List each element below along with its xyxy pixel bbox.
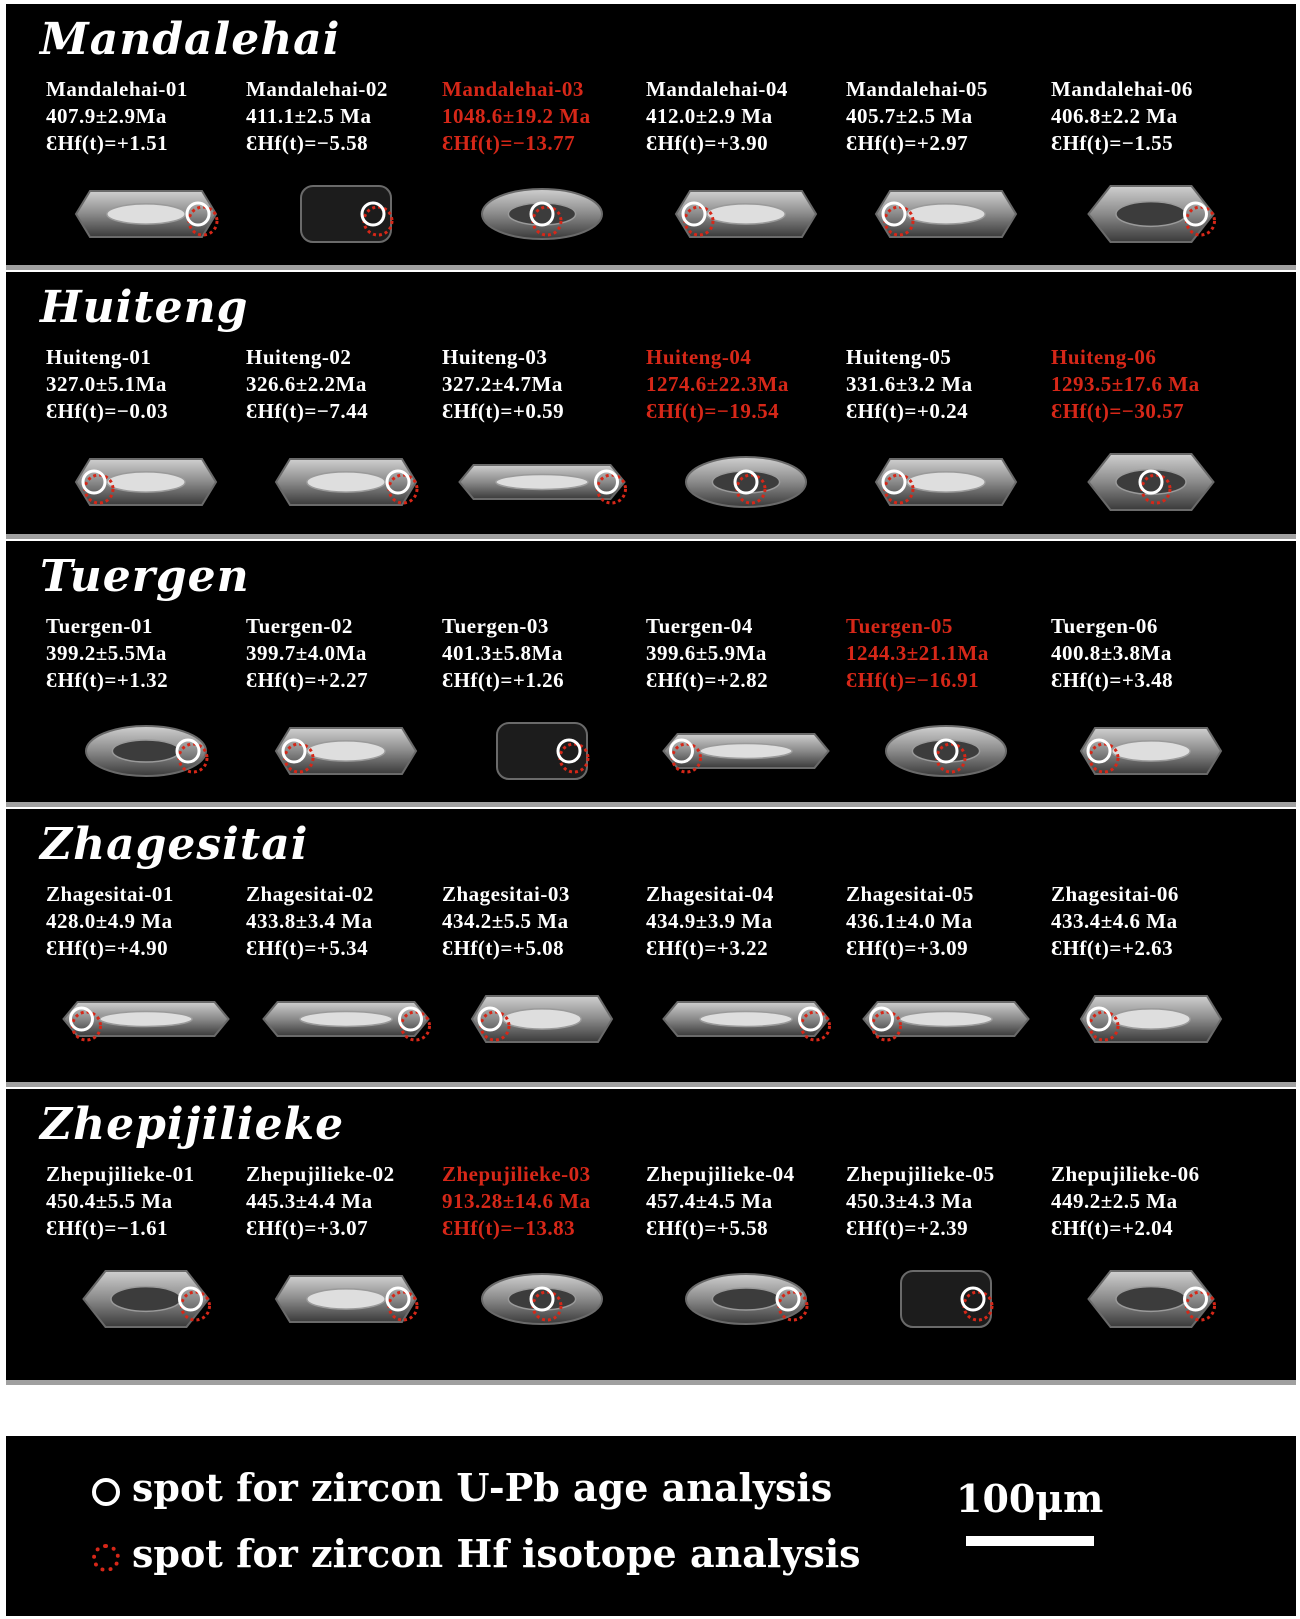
legend-hf-label: spot for zircon Hf isotope analysis <box>132 1531 861 1576</box>
zircon-grain <box>246 974 451 1064</box>
sample-ehf: ƐHf(t)=+3.48 <box>1051 668 1174 692</box>
sample-age: 327.0±5.1Ma <box>46 372 167 396</box>
zircon-core-zone <box>496 475 588 490</box>
sample-id: Zhagesitai-01 <box>46 882 174 906</box>
zircon-grain <box>246 437 451 527</box>
zircon-grain-image <box>246 706 446 796</box>
sample-card <box>246 613 451 796</box>
zircon-grain <box>46 974 251 1064</box>
zircon-grain-image <box>442 974 642 1064</box>
sample-card <box>646 881 851 1064</box>
zircon-core-zone <box>112 740 179 762</box>
site-panel <box>6 1089 1296 1385</box>
sample-card <box>846 76 1051 259</box>
sample-ehf: ƐHf(t)=+2.27 <box>246 668 369 692</box>
sample-card <box>246 76 451 259</box>
sample-card <box>46 1161 251 1344</box>
sample-card <box>646 613 851 796</box>
sample-ehf: ƐHf(t)=+2.82 <box>646 668 769 692</box>
sample-id: Zhepujilieke-02 <box>246 1162 395 1186</box>
zircon-grain <box>442 1254 647 1344</box>
sample-card <box>442 76 647 259</box>
sample-age: 1293.5±17.6 Ma <box>1051 372 1200 396</box>
sample-age: 457.4±4.5 Ma <box>646 1189 773 1213</box>
zircon-grain <box>46 706 251 796</box>
zircon-grain <box>646 169 851 259</box>
sample-ehf: ƐHf(t)=+2.39 <box>846 1216 969 1240</box>
sample-age: 445.3±4.4 Ma <box>246 1189 373 1213</box>
legend-hf-entry <box>92 1532 861 1576</box>
zircon-grain-image <box>846 706 1046 796</box>
sample-card <box>646 344 851 527</box>
sample-ehf: ƐHf(t)=+3.90 <box>646 131 769 155</box>
sample-id: Zhepujilieke-05 <box>846 1162 995 1186</box>
sample-card <box>442 881 647 1064</box>
sample-id: Huiteng-05 <box>846 345 952 369</box>
zircon-grain-image <box>442 1254 642 1344</box>
zircon-grain <box>1051 1254 1256 1344</box>
sample-card <box>646 76 851 259</box>
sample-ehf: ƐHf(t)=+5.34 <box>246 936 369 960</box>
sample-age: 399.2±5.5Ma <box>46 641 167 665</box>
sample-card <box>46 613 251 796</box>
sample-age: 411.1±2.5 Ma <box>246 104 372 128</box>
sample-ehf: ƐHf(t)=−13.83 <box>442 1216 576 1240</box>
sample-ehf: ƐHf(t)=+1.51 <box>46 131 169 155</box>
sample-id: Zhepujilieke-04 <box>646 1162 795 1186</box>
zircon-grain <box>646 974 851 1064</box>
zircon-grain <box>46 437 251 527</box>
zircon-core-zone <box>900 1012 992 1027</box>
zircon-grain-image <box>846 1254 1046 1344</box>
sample-card <box>442 344 647 527</box>
sample-age: 331.6±3.2 Ma <box>846 372 973 396</box>
zircon-grain-image <box>646 1254 846 1344</box>
sample-id: Tuergen-04 <box>646 614 753 638</box>
zircon-core-zone <box>508 1288 575 1310</box>
zircon-grain-image <box>846 437 1046 527</box>
sample-id: Tuergen-06 <box>1051 614 1158 638</box>
zircon-grain <box>1051 974 1256 1064</box>
sample-ehf: ƐHf(t)=−13.77 <box>442 131 576 155</box>
zircon-core-zone <box>508 203 575 225</box>
zircon-grain-image <box>246 974 446 1064</box>
sample-card <box>846 344 1051 527</box>
sample-id: Zhepujilieke-03 <box>442 1162 591 1186</box>
sample-card <box>1051 344 1256 527</box>
sample-card <box>646 1161 851 1344</box>
zircon-grain <box>442 169 647 259</box>
sample-ehf: ƐHf(t)=+3.22 <box>646 936 769 960</box>
zircon-grain <box>1051 437 1256 527</box>
zircon-grain <box>846 437 1051 527</box>
sample-ehf: ƐHf(t)=+4.90 <box>46 936 169 960</box>
sample-age: 407.9±2.9Ma <box>46 104 167 128</box>
zircon-core-zone <box>1112 1009 1190 1029</box>
sample-age: 412.0±2.9 Ma <box>646 104 773 128</box>
sample-age: 433.8±3.4 Ma <box>246 909 373 933</box>
zircon-core-zone <box>712 1288 779 1310</box>
sample-ehf: ƐHf(t)=+5.58 <box>646 1216 769 1240</box>
zircon-core-zone <box>700 744 792 759</box>
sample-age: 434.2±5.5 Ma <box>442 909 569 933</box>
legend-panel <box>6 1436 1296 1616</box>
sample-id: Huiteng-04 <box>646 345 752 369</box>
sample-age: 449.2±2.5 Ma <box>1051 1189 1178 1213</box>
zircon-core-zone <box>1112 741 1190 761</box>
zircon-core-zone <box>307 741 385 761</box>
zircon-core-zone <box>712 471 779 493</box>
zircon-grain-outline <box>301 186 391 242</box>
site-title: Huiteng <box>40 282 249 333</box>
zircon-grain <box>646 706 851 796</box>
zircon-core-zone <box>107 204 185 224</box>
sample-age: 450.3±4.3 Ma <box>846 1189 973 1213</box>
sample-ehf: ƐHf(t)=−19.54 <box>646 399 780 423</box>
zircon-grain <box>442 437 647 527</box>
zircon-grain-image <box>1051 974 1251 1064</box>
zircon-grain-image <box>46 1254 246 1344</box>
sample-id: Mandalehai-01 <box>46 77 188 101</box>
zircon-core-zone <box>307 472 385 492</box>
sample-id: Mandalehai-04 <box>646 77 788 101</box>
zircon-grain <box>1051 169 1256 259</box>
sample-card <box>442 613 647 796</box>
zircon-grain-image <box>1051 437 1251 527</box>
zircon-grain <box>46 1254 251 1344</box>
zircon-grain-image <box>46 974 246 1064</box>
zircon-grain-image <box>442 169 642 259</box>
site-panel <box>6 272 1296 539</box>
sample-ehf: ƐHf(t)=+3.07 <box>246 1216 369 1240</box>
sample-ehf: ƐHf(t)=−5.58 <box>246 131 369 155</box>
zircon-core-zone <box>107 472 185 492</box>
sample-age: 1274.6±22.3Ma <box>646 372 789 396</box>
sample-age: 428.0±4.9 Ma <box>46 909 173 933</box>
zircon-core-zone <box>707 204 785 224</box>
sample-age: 405.7±2.5 Ma <box>846 104 973 128</box>
zircon-core-zone <box>1116 470 1186 495</box>
sample-ehf: ƐHf(t)=−1.55 <box>1051 131 1174 155</box>
zircon-core-zone <box>1116 1287 1186 1312</box>
sample-card <box>246 881 451 1064</box>
zircon-grain-image <box>246 169 446 259</box>
sample-id: Tuergen-01 <box>46 614 153 638</box>
sample-card <box>1051 1161 1256 1344</box>
zircon-grain-outline <box>901 1271 991 1327</box>
zircon-grain <box>46 169 251 259</box>
site-title: Tuergen <box>40 551 250 602</box>
zircon-grain-image <box>46 706 246 796</box>
zircon-grain-image <box>442 437 642 527</box>
zircon-grain-image <box>646 169 846 259</box>
sample-ehf: ƐHf(t)=+0.59 <box>442 399 565 423</box>
zircon-grain-image <box>846 974 1046 1064</box>
zircon-core-zone <box>300 1012 392 1027</box>
scale-bar <box>966 1536 1094 1546</box>
sample-age: 406.8±2.2 Ma <box>1051 104 1178 128</box>
zircon-grain-image <box>46 437 246 527</box>
zircon-grain-image <box>846 169 1046 259</box>
sample-card <box>1051 76 1256 259</box>
sample-card <box>46 76 251 259</box>
sample-id: Mandalehai-06 <box>1051 77 1193 101</box>
sample-ehf: ƐHf(t)=+1.32 <box>46 668 169 692</box>
zircon-grain <box>1051 706 1256 796</box>
legend-age-label: spot for zircon U-Pb age analysis <box>132 1465 833 1510</box>
sample-id: Zhagesitai-03 <box>442 882 570 906</box>
site-title: Zhagesitai <box>40 819 309 870</box>
sample-id: Tuergen-02 <box>246 614 353 638</box>
site-panel <box>6 4 1296 270</box>
sample-ehf: ƐHf(t)=+2.97 <box>846 131 969 155</box>
sample-age: 400.8±3.8Ma <box>1051 641 1172 665</box>
site-panel <box>6 809 1296 1087</box>
zircon-core-zone <box>111 1287 181 1312</box>
zircon-core-zone <box>700 1012 792 1027</box>
zircon-grain-image <box>442 706 642 796</box>
sample-card <box>442 1161 647 1344</box>
zircon-core-zone <box>907 472 985 492</box>
zircon-core-zone <box>907 204 985 224</box>
sample-id: Zhepujilieke-01 <box>46 1162 195 1186</box>
sample-ehf: ƐHf(t)=−16.91 <box>846 668 980 692</box>
zircon-grain-image <box>46 169 246 259</box>
sample-id: Huiteng-03 <box>442 345 548 369</box>
sample-age: 401.3±5.8Ma <box>442 641 563 665</box>
zircon-core-zone <box>1116 202 1186 227</box>
sample-ehf: ƐHf(t)=−1.61 <box>46 1216 169 1240</box>
sample-ehf: ƐHf(t)=+2.63 <box>1051 936 1174 960</box>
sample-id: Mandalehai-05 <box>846 77 988 101</box>
zircon-core-zone <box>307 1289 385 1309</box>
sample-age: 1048.6±19.2 Ma <box>442 104 591 128</box>
sample-card <box>846 613 1051 796</box>
sample-ehf: ƐHf(t)=−0.03 <box>46 399 169 423</box>
zircon-grain-outline <box>497 723 587 779</box>
zircon-core-zone <box>912 740 979 762</box>
zircon-grain <box>646 1254 851 1344</box>
sample-card <box>246 1161 451 1344</box>
zircon-grain-image <box>646 974 846 1064</box>
sample-card <box>846 1161 1051 1344</box>
sample-id: Mandalehai-03 <box>442 77 584 101</box>
sample-id: Zhagesitai-05 <box>846 882 974 906</box>
zircon-grain <box>246 169 451 259</box>
sample-ehf: ƐHf(t)=+0.24 <box>846 399 969 423</box>
sample-id: Zhagesitai-02 <box>246 882 374 906</box>
sample-ehf: ƐHf(t)=−30.57 <box>1051 399 1185 423</box>
sample-age: 327.2±4.7Ma <box>442 372 563 396</box>
sample-age: 399.6±5.9Ma <box>646 641 767 665</box>
age-spot-circle-icon <box>92 1478 120 1506</box>
site-title: Mandalehai <box>40 14 341 65</box>
sample-card <box>46 881 251 1064</box>
sample-age: 433.4±4.6 Ma <box>1051 909 1178 933</box>
sample-age: 399.7±4.0Ma <box>246 641 367 665</box>
zircon-grain-image <box>646 706 846 796</box>
sample-ehf: ƐHf(t)=+2.04 <box>1051 1216 1174 1240</box>
zircon-grain-image <box>646 437 846 527</box>
sample-id: Zhepujilieke-06 <box>1051 1162 1200 1186</box>
zircon-grain-image <box>1051 1254 1251 1344</box>
zircon-grain <box>246 706 451 796</box>
sample-id: Huiteng-06 <box>1051 345 1157 369</box>
zircon-grain-image <box>246 437 446 527</box>
sample-ehf: ƐHf(t)=+1.26 <box>442 668 565 692</box>
sample-card <box>246 344 451 527</box>
sample-id: Mandalehai-02 <box>246 77 388 101</box>
sample-card <box>846 881 1051 1064</box>
sample-card <box>1051 881 1256 1064</box>
zircon-grain-image <box>1051 706 1251 796</box>
sample-age: 326.6±2.2Ma <box>246 372 367 396</box>
zircon-grain <box>246 1254 451 1344</box>
zircon-grain <box>442 706 647 796</box>
zircon-grain <box>846 169 1051 259</box>
zircon-grain <box>442 974 647 1064</box>
zircon-grain <box>846 706 1051 796</box>
sample-id: Huiteng-02 <box>246 345 352 369</box>
sample-age: 434.9±3.9 Ma <box>646 909 773 933</box>
zircon-grain <box>646 437 851 527</box>
sample-age: 436.1±4.0 Ma <box>846 909 973 933</box>
scale-bar-label: 100μm <box>956 1476 1104 1521</box>
sample-id: Zhagesitai-04 <box>646 882 774 906</box>
sample-card <box>46 344 251 527</box>
sample-id: Zhagesitai-06 <box>1051 882 1179 906</box>
zircon-grain <box>846 974 1051 1064</box>
site-panel <box>6 541 1296 807</box>
zircon-core-zone <box>503 1009 581 1029</box>
sample-age: 450.4±5.5 Ma <box>46 1189 173 1213</box>
site-title: Zhepijilieke <box>40 1099 345 1150</box>
legend-age-entry <box>92 1466 832 1510</box>
zircon-core-zone <box>100 1012 192 1027</box>
zircon-grain-image <box>246 1254 446 1344</box>
sample-id: Tuergen-03 <box>442 614 549 638</box>
sample-age: 913.28±14.6 Ma <box>442 1189 591 1213</box>
sample-age: 1244.3±21.1Ma <box>846 641 989 665</box>
zircon-grain <box>846 1254 1051 1344</box>
sample-id: Huiteng-01 <box>46 345 152 369</box>
sample-ehf: ƐHf(t)=−7.44 <box>246 399 369 423</box>
sample-ehf: ƐHf(t)=+5.08 <box>442 936 565 960</box>
zircon-grain-image <box>1051 169 1251 259</box>
sample-ehf: ƐHf(t)=+3.09 <box>846 936 969 960</box>
sample-card <box>1051 613 1256 796</box>
sample-id: Tuergen-05 <box>846 614 953 638</box>
hf-spot-circle-icon <box>92 1544 120 1572</box>
